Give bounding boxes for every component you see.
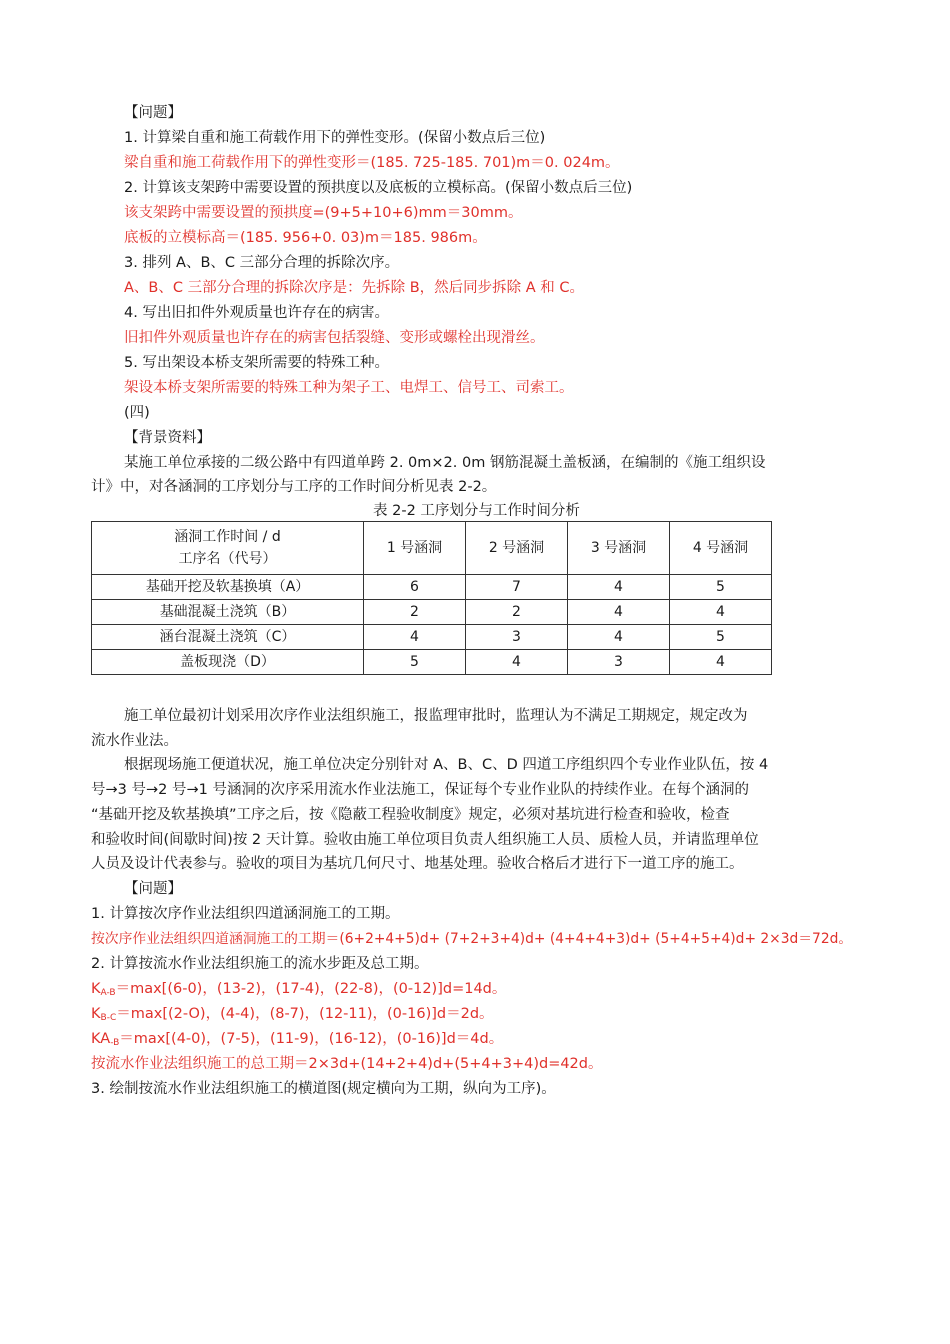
answer-2b: 底板的立模标高＝(185. 956+0. 03)m＝185. 986m。	[124, 230, 487, 246]
table-cell: 4	[568, 575, 670, 600]
column-header: 2 号涵洞	[466, 522, 568, 575]
question-2: 2. 计算按流水作业法组织施工的流水步距及总工期。	[91, 956, 429, 972]
step-subscript: B-C	[100, 1013, 117, 1023]
answer-total-duration: 按流水作业法组织施工的总工期＝2×3d+(14+2+4)d+(5+4+3+4)d=42d。	[91, 1056, 603, 1072]
answer-2a: 该支架跨中需要设置的预拱度=(9+5+10+6)mm＝30mm。	[124, 205, 523, 221]
step-symbol: K	[91, 1006, 101, 1022]
answer-4: 旧扣件外观质量也许存在的病害包括裂缝、变形或螺栓出现滑丝。	[124, 330, 545, 346]
table-cell: 5	[670, 625, 772, 650]
work-time-table	[91, 521, 772, 675]
column-header: 4 号涵洞	[670, 522, 772, 575]
table-row	[92, 650, 772, 675]
table-cell: 4	[364, 625, 466, 650]
question-4: 4. 写出旧扣件外观质量也许存在的病害。	[124, 305, 389, 321]
table-cell: 4	[568, 625, 670, 650]
table-cell: 7	[466, 575, 568, 600]
table-row	[92, 575, 772, 600]
background-paragraph-line: 计》中，对各涵洞的工序划分与工序的工作时间分析见表 2-2。	[91, 479, 497, 495]
question-2: 2. 计算该支架跨中需要设置的预拱度以及底板的立模标高。(保留小数点后三位)	[124, 180, 633, 196]
table-caption: 表 2-2 工序划分与工作时间分析	[373, 503, 580, 519]
table-cell: 3	[466, 625, 568, 650]
table-cell: 3	[568, 650, 670, 675]
table-cell: 4	[466, 650, 568, 675]
table-corner-header	[92, 522, 364, 575]
header-line: 涵洞工作时间 / d	[174, 529, 281, 545]
table-cell: 4	[670, 600, 772, 625]
row-label: 基础混凝土浇筑（B）	[92, 600, 364, 625]
table-cell: 5	[364, 650, 466, 675]
section-number: (四)	[124, 405, 150, 421]
paragraph-line: 号→3 号→2 号→1 号涵洞的次序采用流水作业法施工，保证每个专业作业队的持续作业。在每个涵洞的	[91, 782, 749, 798]
step-subscript: -B	[110, 1038, 120, 1048]
question-heading: 【问题】	[124, 881, 182, 897]
answer-step-kab	[91, 979, 506, 1003]
table-cell: 2	[466, 600, 568, 625]
paragraph-line: 施工单位最初计划采用次序作业法组织施工，报监理审批时，监理认为不满足工期规定，规定改为	[124, 708, 748, 724]
step-formula: ＝max[(6-0)，(13-2)，(17-4)，(22-8)，(0-12)]d=14d。	[115, 981, 507, 997]
step-subscript: A-B	[100, 988, 116, 998]
row-label: 基础开挖及软基换填（A）	[92, 575, 364, 600]
background-heading: 【背景资料】	[124, 430, 211, 446]
header-line: 工序名（代号）	[178, 551, 277, 567]
question-1: 1. 计算按次序作业法组织四道涵洞施工的工期。	[91, 906, 400, 922]
paragraph-line: 和验收时间(间歇时间)按 2 天计算。验收由施工单位项目负责人组织施工人员、质检人员，并请监理单位	[91, 832, 759, 848]
paragraph-line: 根据现场施工便道状况，施工单位决定分别针对 A、B、C、D 四道工序组织四个专业作业队伍，按 4	[124, 757, 769, 773]
question-heading: 【问题】	[124, 105, 182, 121]
table-cell: 6	[364, 575, 466, 600]
answer-3: A、B、C 三部分合理的拆除次序是：先拆除 B，然后同步拆除 A 和 C。	[124, 280, 585, 296]
table-cell: 2	[364, 600, 466, 625]
answer-1: 按次序作业法组织四道涵洞施工的工期＝(6+2+4+5)d+ (7+2+3+4)d+ (4+4+4+3)d+ (5+4+5+4)d+ 2×3d＝72d。	[91, 931, 853, 947]
paragraph-line: 人员及设计代表参与。验收的项目为基坑几何尺寸、地基处理。验收合格后才进行下一道工序的施工。	[91, 856, 744, 872]
table-header-row	[92, 522, 772, 575]
step-symbol: KA	[91, 1031, 111, 1047]
step-symbol: K	[91, 981, 101, 997]
column-header: 1 号涵洞	[364, 522, 466, 575]
question-3: 3. 绘制按流水作业法组织施工的横道图(规定横向为工期，纵向为工序)。	[91, 1081, 556, 1097]
table-cell: 4	[670, 650, 772, 675]
question-3: 3. 排列 A、B、C 三部分合理的拆除次序。	[124, 255, 400, 271]
background-paragraph-line: 某施工单位承接的二级公路中有四道单跨 2. 0m×2. 0m 钢筋混凝土盖板涵，在编制的《施工组织设	[124, 455, 766, 471]
paragraph-line: 流水作业法。	[91, 733, 178, 749]
step-formula: ＝max[(4-0)，(7-5)，(11-9)，(16-12)，(0-16)]d＝4d。	[119, 1031, 504, 1047]
table-cell: 4	[568, 600, 670, 625]
table-row	[92, 600, 772, 625]
table-cell: 5	[670, 575, 772, 600]
row-label: 涵台混凝土浇筑（C）	[92, 625, 364, 650]
question-1: 1. 计算梁自重和施工荷载作用下的弹性变形。(保留小数点后三位)	[124, 130, 546, 146]
answer-1: 梁自重和施工荷载作用下的弹性变形＝(185. 725-185. 701)m＝0. 024m。	[124, 155, 620, 171]
column-header: 3 号涵洞	[568, 522, 670, 575]
step-formula: ＝max[(2-O)，(4-4)，(8-7)，(12-11)，(0-16)]d＝2d。	[116, 1006, 494, 1022]
answer-5: 架设本桥支架所需要的特殊工种为架子工、电焊工、信号工、司索工。	[124, 380, 574, 396]
row-label: 盖板现浇（D）	[92, 650, 364, 675]
answer-step-kcd	[91, 1029, 503, 1053]
paragraph-line: “基础开挖及软基换填”工序之后，按《隐蔽工程验收制度》规定，必须对基坑进行检查和验收，检查	[91, 807, 730, 823]
table-row	[92, 625, 772, 650]
question-5: 5. 写出架设本桥支架所需要的特殊工种。	[124, 355, 389, 371]
answer-step-kbc	[91, 1004, 494, 1028]
